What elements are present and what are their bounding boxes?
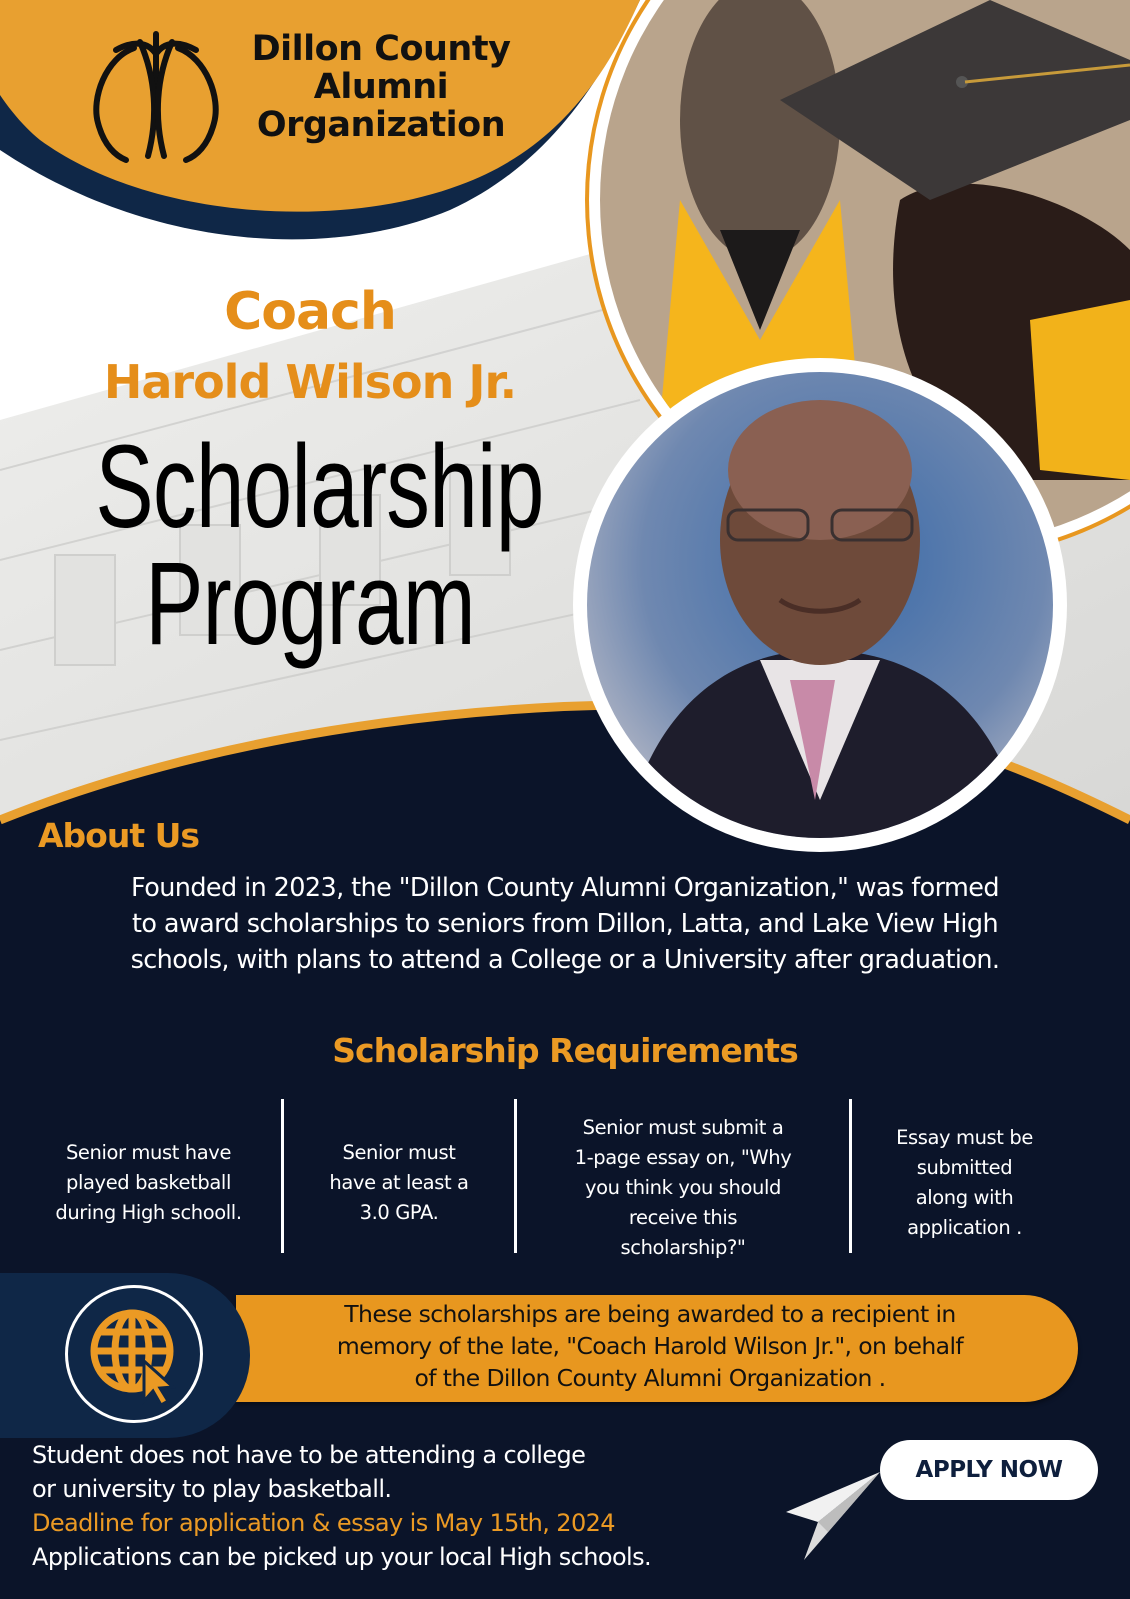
pickup-info: Applications can be picked up your local High schools.: [32, 1543, 652, 1571]
requirement-line: along with: [915, 1186, 1014, 1209]
requirement-line: Essay must be: [896, 1126, 1033, 1149]
requirement-line: you think you should: [585, 1176, 781, 1199]
about-heading: About Us: [38, 816, 200, 855]
title-scholarship: Scholarship: [95, 421, 544, 553]
requirement-line: Senior must: [342, 1141, 456, 1164]
organization-name: [226, 30, 536, 144]
requirement-line: played basketball: [66, 1171, 231, 1194]
requirement-item: [284, 1095, 514, 1271]
requirements-heading: Scholarship Requirements: [332, 1031, 798, 1070]
memorial-line: memory of the late, "Coach Harold Wilson Jr.", on behalf: [336, 1332, 964, 1360]
requirement-item: [852, 1095, 1077, 1271]
about-body: [20, 870, 1110, 978]
requirements-list: [16, 1095, 1116, 1271]
requirement-item: [16, 1095, 281, 1271]
requirement-line: scholarship?": [620, 1236, 746, 1259]
organization-name-line: Alumni: [313, 67, 449, 107]
paper-plane-icon: [782, 1470, 882, 1562]
requirement-line: receive this: [628, 1206, 738, 1229]
title-honoree-name: Harold Wilson Jr.: [103, 355, 517, 409]
globe-cursor-icon: [86, 1305, 186, 1405]
requirement-line: application .: [907, 1216, 1022, 1239]
requirement-line: submitted: [916, 1156, 1013, 1179]
footer-note-line: Student does not have to be attending a college: [32, 1441, 586, 1469]
apply-now-button[interactable]: APPLY NOW: [880, 1440, 1098, 1500]
about-line: Founded in 2023, the "Dillon County Alumni Organization," was formed: [131, 873, 999, 903]
about-line: schools, with plans to attend a College or a University after graduation.: [130, 945, 1000, 975]
basketball-icon: [86, 28, 226, 168]
requirement-line: have at least a: [329, 1171, 469, 1194]
memorial-line: These scholarships are being awarded to a recipient in: [344, 1300, 956, 1328]
deadline-text: Deadline for application & essay is May 15th, 2024: [32, 1509, 615, 1537]
footer-note-line: or university to play basketball.: [32, 1475, 392, 1503]
requirement-line: 1-page essay on, "Why: [574, 1146, 792, 1169]
about-line: to award scholarships to seniors from Dillon, Latta, and Lake View High: [131, 909, 999, 939]
requirement-line: 3.0 GPA.: [359, 1201, 439, 1224]
memorial-line: of the Dillon County Alumni Organization .: [414, 1364, 886, 1392]
requirement-line: Senior must submit a: [582, 1116, 784, 1139]
memorial-text: [240, 1298, 1060, 1394]
requirement-item: [517, 1095, 849, 1271]
requirement-line: during High schooll.: [55, 1201, 242, 1224]
title-program: Program: [145, 538, 475, 670]
organization-name-line: Dillon County: [251, 29, 511, 69]
organization-name-line: Organization: [256, 105, 506, 145]
title-coach: Coach: [224, 282, 396, 342]
requirement-line: Senior must have: [65, 1141, 232, 1164]
